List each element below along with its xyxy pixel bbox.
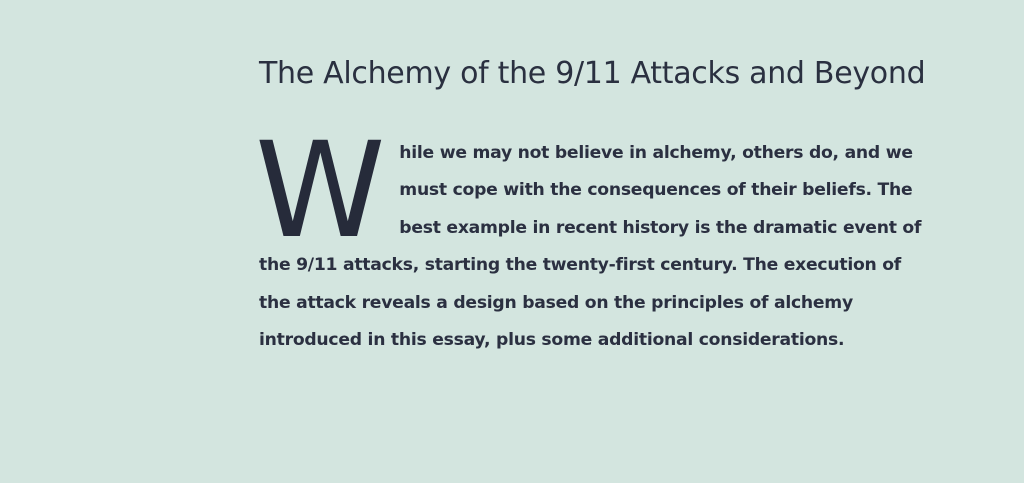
article <box>255 50 931 359</box>
drop-cap: W <box>255 114 386 268</box>
article-paragraph <box>255 114 923 359</box>
article-title: The Alchemy of the 9/11 Attacks and Beyond <box>259 56 926 91</box>
paragraph-text: hile we may not believe in alchemy, others do, and we must cope with the consequences of their beliefs. The best example in recent history is the dramatic event of the 9/11 attacks, starting the twenty-first century. The execution of the attack reveals a design based on the principles of alchemy introduced in this essay, plus some additional considerations. <box>259 143 922 351</box>
